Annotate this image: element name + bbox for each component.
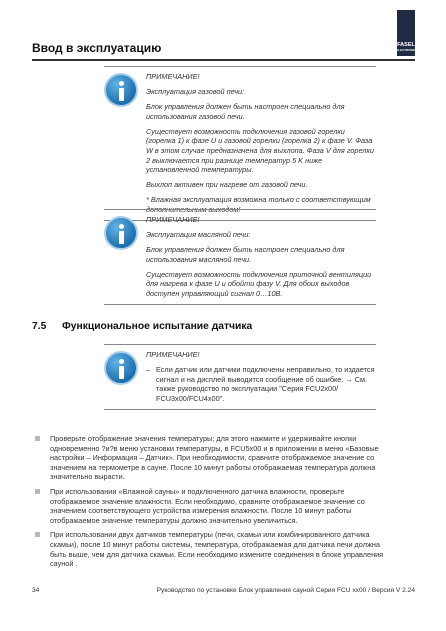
square-bullet-icon <box>35 489 40 494</box>
note-oil-oven <box>104 209 376 305</box>
note-paragraph: * Влажная эксплуатация возможна только с соответствующим <box>146 195 371 205</box>
square-bullet-icon <box>35 532 40 537</box>
dash-bullet: – <box>146 365 151 375</box>
info-icon <box>104 351 138 385</box>
list-item-text: Проверьте отображение значения температуры; для этого нажмите и удерживайте кнопки одновременно ?и?в меню установки температуры, в FCU5x00 и в приложении в меню «Базовые настройки – Информация – Датчик». При необходимости, сравните отображаемое значение со значением на термометре в сауне. После 10 минут работы отображаемая температура должна значительно вырасти. <box>50 434 379 482</box>
fasel-logo: FASEL ELECTRONIC <box>397 10 415 56</box>
footer-text: Руководство по установке Блок управления сауной Серия FCU xx00 / Версия V 2.24 <box>156 587 415 594</box>
note-top-rule <box>104 209 376 210</box>
square-bullet-icon <box>35 436 40 441</box>
note-bottom-rule <box>104 409 376 410</box>
note-gas-oven <box>104 66 376 221</box>
note-paragraph: Блок управления должен быть настроен специально для использования газовой печи. <box>146 102 345 121</box>
note-paragraph: Существует возможность подключения газовой горелки (горелка 1) к фазе U и газовой горелки (горелка 2) к фазе V. Фаза W в этом случае предназначена для выхлопа. Фаза V для горелки 2 выключается при разнице температур 5 K ниже установленной температуры. <box>146 126 374 175</box>
note-paragraph: Блок управления должен быть настроен специально для использования масляной печи. <box>146 245 345 264</box>
list-item-text: При использовании двух датчиков температуры (печи, скамьи или комбинированного датчика скамьи), после 10 минут работы системы, температура, отображаемая для датчика печи должна быть выше, чем для датчика скамьи. Если необходимо измените соединения в блоке управления сауной . <box>50 530 384 569</box>
note-title: ПРИМЕЧАНИЕ! <box>146 72 200 81</box>
page-title: Ввод в эксплуатацию <box>32 41 162 55</box>
note-paragraph: Эксплуатация масляной печи: <box>146 230 251 240</box>
info-icon <box>104 216 138 250</box>
note-paragraph: Существует возможность подключения приточной вентиляции для нагрева к фазе U и обойти фазу V. Для обоих выходов доступен управляющий сигнал 0…10В. <box>146 269 372 299</box>
instruction-list <box>32 434 386 574</box>
section-heading <box>32 321 252 332</box>
section-title: Функциональное испытание датчика <box>62 321 253 332</box>
note-bottom-rule <box>104 304 376 305</box>
section-number: 7.5 <box>32 321 47 332</box>
list-item <box>32 487 386 525</box>
page-number: 34 <box>32 587 40 594</box>
note-paragraph: Эксплуатация газовой печи: <box>146 87 245 97</box>
list-item <box>32 434 386 482</box>
header-divider <box>32 59 415 61</box>
note-title: ПРИМЕЧАНИЕ! <box>146 215 200 224</box>
info-icon <box>104 73 138 107</box>
note-dash-item <box>146 365 376 403</box>
note-paragraph: Выхлоп активен при нагреве от газовой печи. <box>146 180 308 190</box>
note-top-rule <box>104 66 376 67</box>
note-title: ПРИМЕЧАНИЕ! <box>146 350 200 359</box>
list-item-text: При использовании «Влажной сауны» и подключенного датчика влажности, проверьте отображаемое значение влажности. Если необходимо, сравните отображаемое значение со значением соответствующего устройства измерения влажности. После 10 минут работы отображаемое значение температуры должно значительно увеличиться. <box>50 486 365 525</box>
note-top-rule <box>104 344 376 345</box>
note-sensor-error <box>104 344 376 410</box>
list-item <box>32 530 386 568</box>
note-dash-text: Если датчик или датчики подключены неправильно, то издается сигнал и на дисплей выводится сообщение об ошибке. → См. также руководство по эксплуатации "Серия FCU2x00/ FCU3x00/FCU4x00". <box>156 365 375 403</box>
